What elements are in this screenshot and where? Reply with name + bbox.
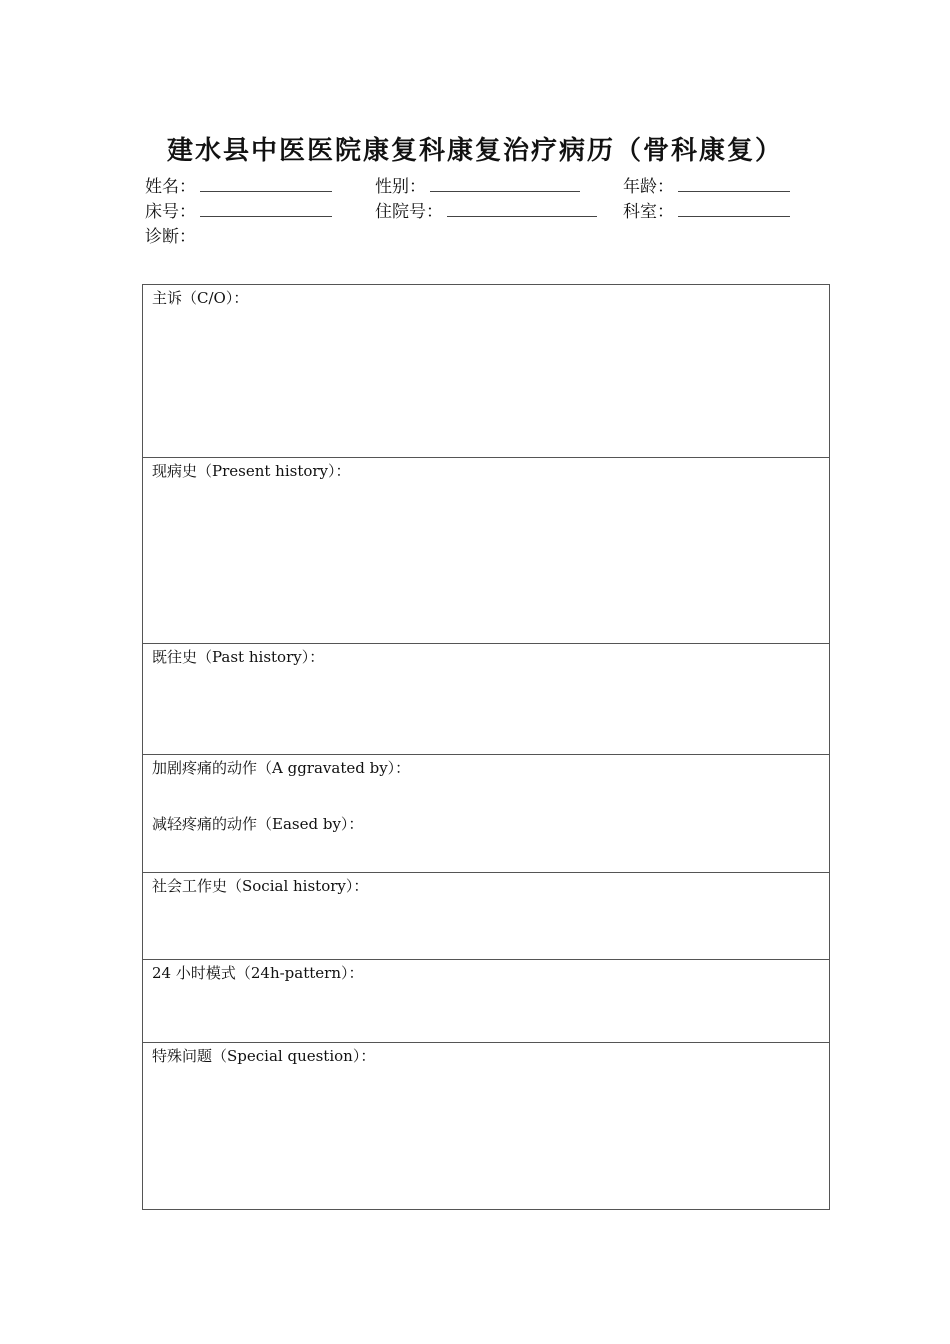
bed-field[interactable] <box>145 200 332 225</box>
social-history-label: 社会工作史（Social history）： <box>152 877 369 895</box>
diagnosis-label: 诊断： <box>145 227 196 247</box>
age-field[interactable] <box>623 175 790 200</box>
department-blank[interactable] <box>678 201 790 217</box>
age-label: 年龄： <box>623 177 674 197</box>
past-history-label: 既往史（Past history）： <box>152 648 325 666</box>
document-title: 建水县中医医院康复科康复治疗病历（骨科康复） <box>166 136 783 166</box>
gender-blank[interactable] <box>430 176 580 192</box>
name-blank[interactable] <box>200 176 332 192</box>
admission-no-blank[interactable] <box>447 201 597 217</box>
info-row-1 <box>145 175 825 200</box>
bed-label: 床号： <box>145 202 196 222</box>
age-blank[interactable] <box>678 176 790 192</box>
department-label: 科室： <box>623 202 674 222</box>
gender-field[interactable] <box>375 175 580 200</box>
info-row-3 <box>145 225 825 250</box>
special-question-label: 特殊问题（Special question）： <box>152 1047 376 1065</box>
aggravated-by-label: 加剧疼痛的动作（A ggravated by）： <box>152 759 411 777</box>
patient-info-block <box>145 175 825 250</box>
pattern-24h-label: 24 小时模式（24h-pattern）： <box>152 964 364 982</box>
name-label: 姓名： <box>145 177 196 197</box>
bed-blank[interactable] <box>200 201 332 217</box>
pain-factors-section[interactable] <box>143 755 829 873</box>
admission-no-label: 住院号： <box>375 202 443 222</box>
gender-label: 性别： <box>375 177 426 197</box>
present-history-label: 现病史（Present history）： <box>152 462 351 480</box>
social-history-section[interactable] <box>143 873 829 960</box>
chief-complaint-section[interactable] <box>143 285 829 458</box>
name-field[interactable] <box>145 175 332 200</box>
present-history-section[interactable] <box>143 458 829 644</box>
info-row-2 <box>145 200 825 225</box>
diagnosis-field[interactable] <box>145 225 196 250</box>
pattern-24h-section[interactable] <box>143 960 829 1043</box>
admission-no-field[interactable] <box>375 200 597 225</box>
special-question-section[interactable] <box>143 1043 829 1209</box>
eased-by-label: 减轻疼痛的动作（Eased by）： <box>152 815 364 833</box>
medical-record-form <box>142 284 830 1210</box>
department-field[interactable] <box>623 200 790 225</box>
past-history-section[interactable] <box>143 644 829 755</box>
chief-complaint-label: 主诉（C/O）： <box>152 289 249 307</box>
